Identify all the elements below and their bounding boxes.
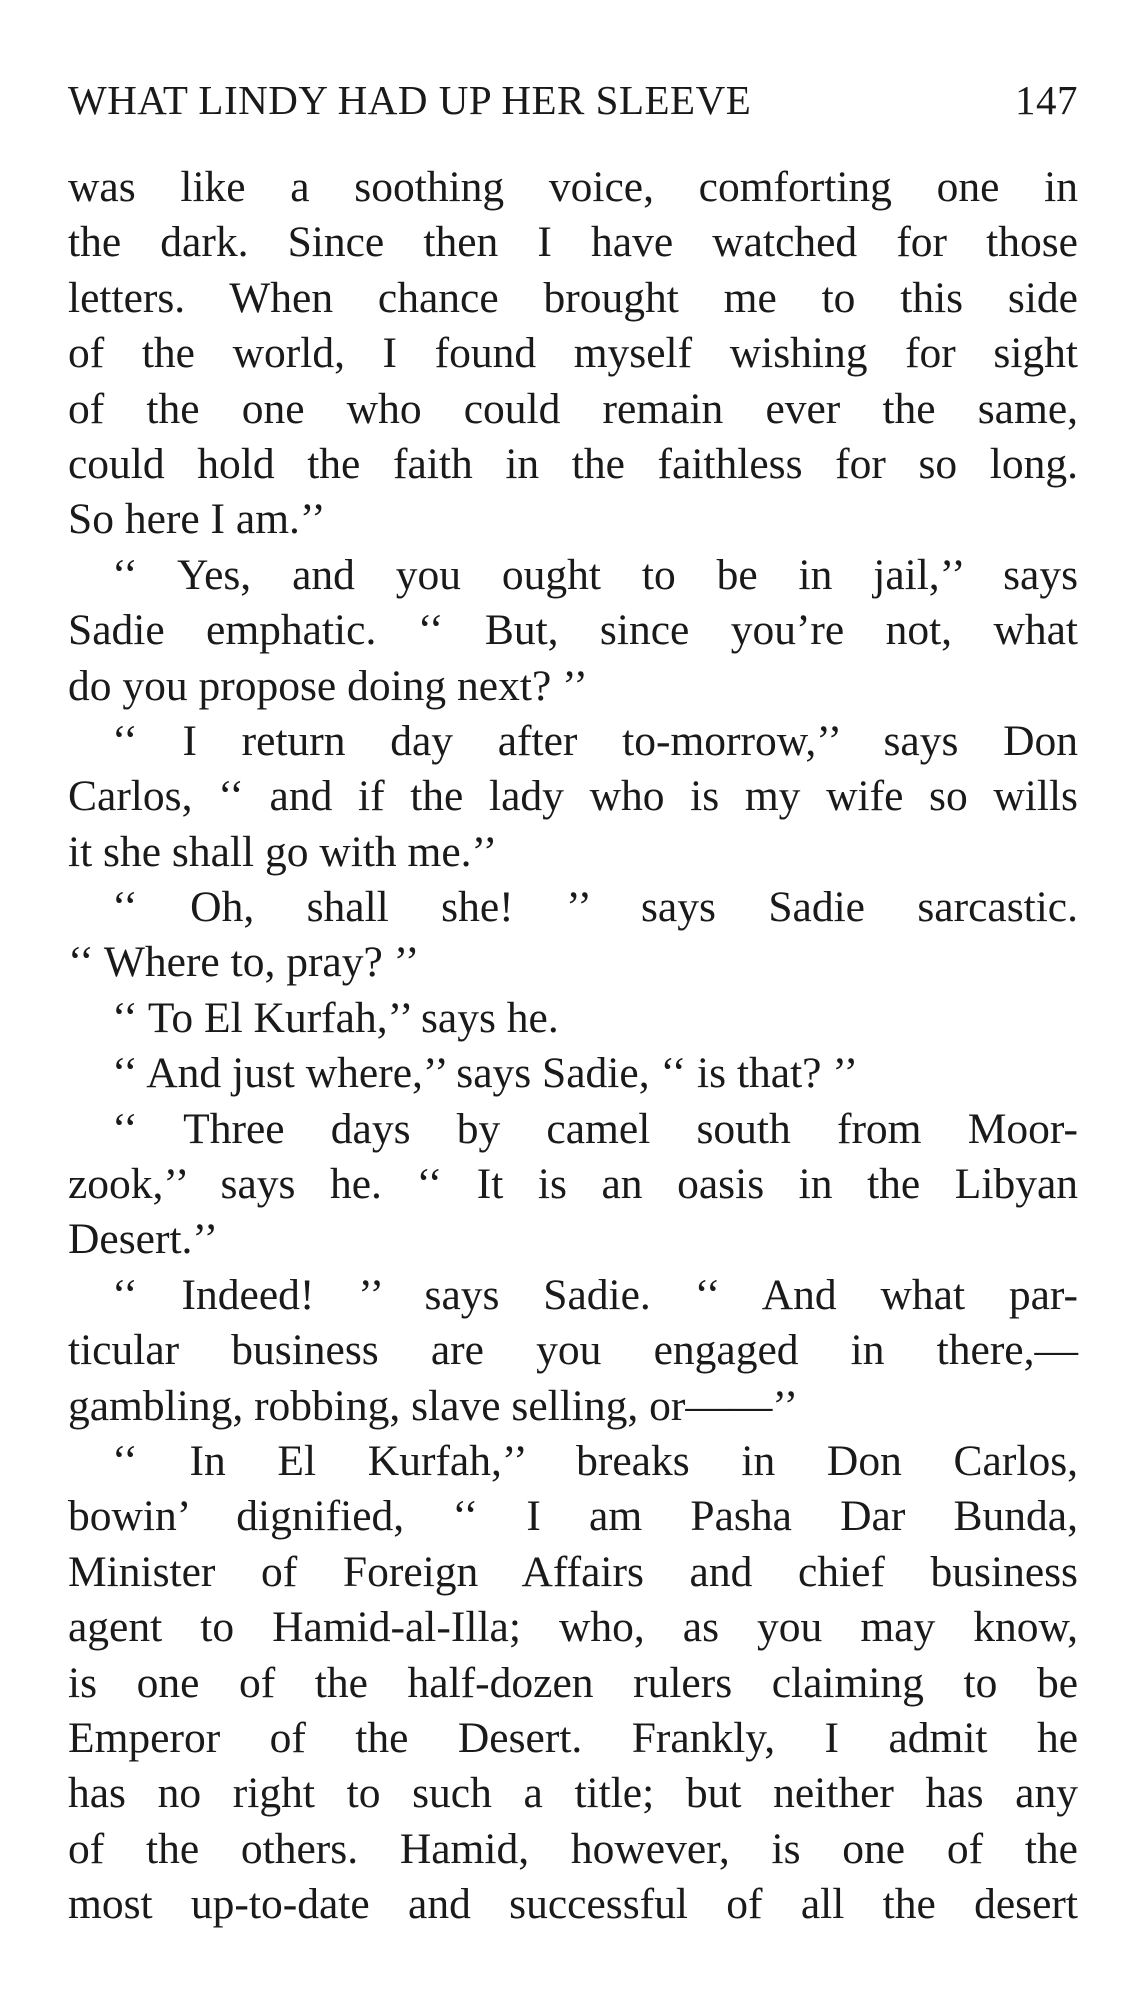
text-line: do you propose doing next? ’’ [68,661,588,710]
text-line: ‘‘ Indeed! ’’ says Sadie. ‘‘ And what par- [112,1270,1078,1319]
text-line: Emperor of the Desert. Frankly, I admit he [68,1713,1078,1762]
book-page [68,72,1078,1933]
text-line: Minister of Foreign Affairs and chief business [68,1547,1078,1596]
text-line: ticular business are you engaged in there,— [68,1326,1078,1375]
text-line: Desert.’’ [68,1215,219,1264]
text-line: zook,’’ says he. ‘‘ It is an oasis in the Libyan [68,1160,1078,1209]
running-title: WHAT LINDY HAD UP HER SLEEVE [68,77,752,123]
text-line: ‘‘ Where to, pray? ’’ [68,938,420,987]
text-line: ‘‘ I return day after to-morrow,’’ says Don [112,716,1078,765]
text-line: Sadie emphatic. ‘‘ But, since you’re not, what [68,606,1078,655]
text-line: of the world, I found myself wishing for sight [68,329,1078,378]
text-line: ‘‘ And just where,’’ says Sadie, ‘‘ is that? ’’ [112,1049,859,1098]
text-line: agent to Hamid-al-Illa; who, as you may know, [68,1603,1078,1652]
text-line: of the one who could remain ever the same, [68,384,1078,433]
text-line: letters. When chance brought me to this side [68,273,1078,322]
text-line: is one of the half-dozen rulers claiming to be [68,1658,1078,1707]
text-line: ‘‘ Yes, and you ought to be in jail,’’ says [112,550,1078,599]
text-line: has no right to such a title; but neither has any [68,1769,1078,1818]
text-line: it she shall go with me.’’ [68,827,498,876]
text-line: Carlos, ‘‘ and if the lady who is my wife so wills [68,772,1078,821]
text-line: ‘‘ Three days by camel south from Moor- [112,1104,1078,1153]
text-line: was like a soothing voice, comforting one in [68,163,1078,211]
text-line: ‘‘ To El Kurfah,’’ says he. [112,993,559,1042]
text-line: ‘‘ Oh, shall she! ’’ says Sadie sarcastic. [112,883,1078,932]
text-line: the dark. Since then I have watched for those [68,218,1078,267]
page-number: 147 [1015,77,1078,123]
text-line: of the others. Hamid, however, is one of the [68,1824,1078,1873]
body-text [68,160,1078,1933]
running-header [68,72,1078,128]
text-line: gambling, robbing, slave selling, or——’’ [68,1381,799,1430]
text-line: most up-to-date and successful of all the desert [68,1880,1078,1929]
text-line: So here I am.’’ [68,495,326,544]
text-line: ‘‘ In El Kurfah,’’ breaks in Don Carlos, [112,1436,1078,1485]
text-line: could hold the faith in the faithless for so long. [68,439,1078,488]
text-line: bowin’ dignified, ‘‘ I am Pasha Dar Bunda, [68,1492,1078,1541]
